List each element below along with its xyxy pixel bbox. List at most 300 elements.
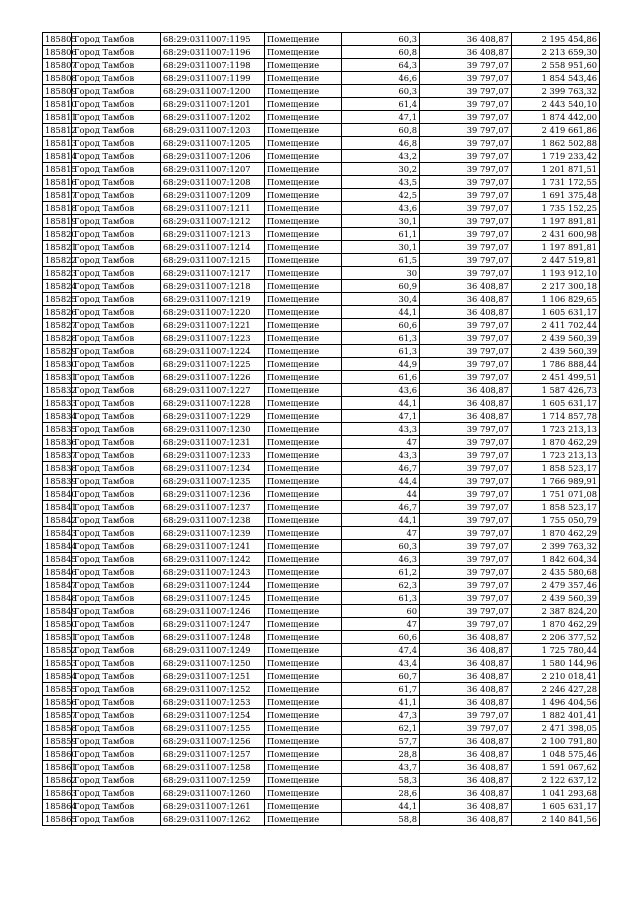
cadastral-value-cell: 1 041 293,68 bbox=[512, 787, 600, 800]
row-number-cell: 185808 bbox=[43, 72, 72, 85]
table-row bbox=[43, 553, 600, 566]
cadastral-value-cell: 1 725 780,44 bbox=[512, 644, 600, 657]
object-type-cell: Помещение bbox=[265, 488, 342, 501]
specific-value-cell: 36 408,87 bbox=[420, 800, 512, 813]
cadastral-value-cell: 2 439 560,39 bbox=[512, 345, 600, 358]
table-row bbox=[43, 423, 600, 436]
locality-cell: Город Тамбов bbox=[72, 111, 161, 124]
cadastral-value-cell: 2 100 791,80 bbox=[512, 735, 600, 748]
specific-value-cell: 36 408,87 bbox=[420, 384, 512, 397]
specific-value-cell: 36 408,87 bbox=[420, 46, 512, 59]
table-row bbox=[43, 592, 600, 605]
row-number-cell: 185860 bbox=[43, 748, 72, 761]
area-cell: 43,7 bbox=[342, 761, 420, 774]
cadastral-number-cell: 68:29:0311007:1200 bbox=[161, 85, 265, 98]
object-type-cell: Помещение bbox=[265, 566, 342, 579]
table-row bbox=[43, 410, 600, 423]
specific-value-cell: 39 797,07 bbox=[420, 462, 512, 475]
table-row bbox=[43, 371, 600, 384]
locality-cell: Город Тамбов bbox=[72, 605, 161, 618]
cadastral-number-cell: 68:29:0311007:1238 bbox=[161, 514, 265, 527]
row-number-cell: 185823 bbox=[43, 267, 72, 280]
table-row bbox=[43, 787, 600, 800]
specific-value-cell: 39 797,07 bbox=[420, 449, 512, 462]
cadastral-number-cell: 68:29:0311007:1228 bbox=[161, 397, 265, 410]
row-number-cell: 185816 bbox=[43, 176, 72, 189]
table-row bbox=[43, 254, 600, 267]
cadastral-value-cell: 2 558 951,60 bbox=[512, 59, 600, 72]
object-type-cell: Помещение bbox=[265, 761, 342, 774]
cadastral-number-cell: 68:29:0311007:1235 bbox=[161, 475, 265, 488]
cadastral-value-cell: 1 735 152,25 bbox=[512, 202, 600, 215]
specific-value-cell: 36 408,87 bbox=[420, 683, 512, 696]
table-body bbox=[43, 33, 600, 826]
cadastral-number-cell: 68:29:0311007:1208 bbox=[161, 176, 265, 189]
cadastral-number-cell: 68:29:0311007:1225 bbox=[161, 358, 265, 371]
table-row bbox=[43, 501, 600, 514]
cadastral-value-cell: 1 858 523,17 bbox=[512, 462, 600, 475]
locality-cell: Город Тамбов bbox=[72, 566, 161, 579]
cadastral-number-cell: 68:29:0311007:1223 bbox=[161, 332, 265, 345]
area-cell: 62,3 bbox=[342, 579, 420, 592]
cadastral-value-cell: 2 471 398,05 bbox=[512, 722, 600, 735]
locality-cell: Город Тамбов bbox=[72, 514, 161, 527]
locality-cell: Город Тамбов bbox=[72, 124, 161, 137]
specific-value-cell: 39 797,07 bbox=[420, 150, 512, 163]
area-cell: 47,1 bbox=[342, 410, 420, 423]
row-number-cell: 185851 bbox=[43, 631, 72, 644]
locality-cell: Город Тамбов bbox=[72, 137, 161, 150]
object-type-cell: Помещение bbox=[265, 800, 342, 813]
locality-cell: Город Тамбов bbox=[72, 553, 161, 566]
cadastral-value-table bbox=[42, 32, 600, 826]
specific-value-cell: 39 797,07 bbox=[420, 137, 512, 150]
cadastral-number-cell: 68:29:0311007:1254 bbox=[161, 709, 265, 722]
cadastral-number-cell: 68:29:0311007:1214 bbox=[161, 241, 265, 254]
cadastral-number-cell: 68:29:0311007:1205 bbox=[161, 137, 265, 150]
row-number-cell: 185855 bbox=[43, 683, 72, 696]
specific-value-cell: 39 797,07 bbox=[420, 215, 512, 228]
row-number-cell: 185859 bbox=[43, 735, 72, 748]
area-cell: 46,3 bbox=[342, 553, 420, 566]
cadastral-number-cell: 68:29:0311007:1218 bbox=[161, 280, 265, 293]
object-type-cell: Помещение bbox=[265, 293, 342, 306]
area-cell: 47,1 bbox=[342, 111, 420, 124]
locality-cell: Город Тамбов bbox=[72, 813, 161, 826]
cadastral-value-cell: 1 605 631,17 bbox=[512, 397, 600, 410]
locality-cell: Город Тамбов bbox=[72, 761, 161, 774]
object-type-cell: Помещение bbox=[265, 397, 342, 410]
cadastral-value-cell: 1 842 604,34 bbox=[512, 553, 600, 566]
row-number-cell: 185839 bbox=[43, 475, 72, 488]
object-type-cell: Помещение bbox=[265, 813, 342, 826]
table-row bbox=[43, 397, 600, 410]
table-row bbox=[43, 774, 600, 787]
row-number-cell: 185834 bbox=[43, 410, 72, 423]
cadastral-value-cell: 2 387 824,20 bbox=[512, 605, 600, 618]
specific-value-cell: 39 797,07 bbox=[420, 228, 512, 241]
locality-cell: Город Тамбов bbox=[72, 215, 161, 228]
cadastral-number-cell: 68:29:0311007:1234 bbox=[161, 462, 265, 475]
row-number-cell: 185856 bbox=[43, 696, 72, 709]
cadastral-number-cell: 68:29:0311007:1256 bbox=[161, 735, 265, 748]
area-cell: 58,3 bbox=[342, 774, 420, 787]
table-row bbox=[43, 436, 600, 449]
specific-value-cell: 39 797,07 bbox=[420, 254, 512, 267]
row-number-cell: 185854 bbox=[43, 670, 72, 683]
table-row bbox=[43, 540, 600, 553]
object-type-cell: Помещение bbox=[265, 449, 342, 462]
object-type-cell: Помещение bbox=[265, 605, 342, 618]
locality-cell: Город Тамбов bbox=[72, 449, 161, 462]
area-cell: 43,2 bbox=[342, 150, 420, 163]
area-cell: 60,9 bbox=[342, 280, 420, 293]
cadastral-number-cell: 68:29:0311007:1239 bbox=[161, 527, 265, 540]
specific-value-cell: 39 797,07 bbox=[420, 163, 512, 176]
row-number-cell: 185836 bbox=[43, 436, 72, 449]
object-type-cell: Помещение bbox=[265, 280, 342, 293]
specific-value-cell: 36 408,87 bbox=[420, 670, 512, 683]
cadastral-value-cell: 2 213 659,30 bbox=[512, 46, 600, 59]
table-row bbox=[43, 241, 600, 254]
specific-value-cell: 39 797,07 bbox=[420, 475, 512, 488]
row-number-cell: 185838 bbox=[43, 462, 72, 475]
locality-cell: Город Тамбов bbox=[72, 33, 161, 46]
specific-value-cell: 39 797,07 bbox=[420, 202, 512, 215]
object-type-cell: Помещение bbox=[265, 202, 342, 215]
table-row bbox=[43, 813, 600, 826]
cadastral-value-cell: 2 122 637,12 bbox=[512, 774, 600, 787]
row-number-cell: 185864 bbox=[43, 800, 72, 813]
specific-value-cell: 36 408,87 bbox=[420, 397, 512, 410]
area-cell: 46,7 bbox=[342, 501, 420, 514]
table-row bbox=[43, 332, 600, 345]
locality-cell: Город Тамбов bbox=[72, 722, 161, 735]
table-row bbox=[43, 319, 600, 332]
locality-cell: Город Тамбов bbox=[72, 670, 161, 683]
cadastral-value-cell: 2 210 018,41 bbox=[512, 670, 600, 683]
specific-value-cell: 39 797,07 bbox=[420, 501, 512, 514]
specific-value-cell: 39 797,07 bbox=[420, 241, 512, 254]
specific-value-cell: 36 408,87 bbox=[420, 631, 512, 644]
cadastral-value-cell: 1 854 543,46 bbox=[512, 72, 600, 85]
locality-cell: Город Тамбов bbox=[72, 488, 161, 501]
table-row bbox=[43, 176, 600, 189]
cadastral-number-cell: 68:29:0311007:1207 bbox=[161, 163, 265, 176]
table-row bbox=[43, 345, 600, 358]
cadastral-value-cell: 1 605 631,17 bbox=[512, 306, 600, 319]
object-type-cell: Помещение bbox=[265, 306, 342, 319]
object-type-cell: Помещение bbox=[265, 735, 342, 748]
cadastral-value-cell: 1 201 871,51 bbox=[512, 163, 600, 176]
object-type-cell: Помещение bbox=[265, 644, 342, 657]
cadastral-value-cell: 1 496 404,56 bbox=[512, 696, 600, 709]
table-row bbox=[43, 384, 600, 397]
cadastral-number-cell: 68:29:0311007:1244 bbox=[161, 579, 265, 592]
cadastral-number-cell: 68:29:0311007:1196 bbox=[161, 46, 265, 59]
object-type-cell: Помещение bbox=[265, 189, 342, 202]
object-type-cell: Помещение bbox=[265, 683, 342, 696]
locality-cell: Город Тамбов bbox=[72, 475, 161, 488]
cadastral-value-cell: 1 193 912,10 bbox=[512, 267, 600, 280]
cadastral-number-cell: 68:29:0311007:1215 bbox=[161, 254, 265, 267]
area-cell: 61,3 bbox=[342, 592, 420, 605]
specific-value-cell: 36 408,87 bbox=[420, 761, 512, 774]
object-type-cell: Помещение bbox=[265, 475, 342, 488]
row-number-cell: 185844 bbox=[43, 540, 72, 553]
cadastral-number-cell: 68:29:0311007:1251 bbox=[161, 670, 265, 683]
cadastral-value-cell: 2 439 560,39 bbox=[512, 332, 600, 345]
area-cell: 61,5 bbox=[342, 254, 420, 267]
cadastral-number-cell: 68:29:0311007:1249 bbox=[161, 644, 265, 657]
area-cell: 44,1 bbox=[342, 800, 420, 813]
cadastral-value-cell: 2 439 560,39 bbox=[512, 592, 600, 605]
table-row bbox=[43, 644, 600, 657]
table-row bbox=[43, 306, 600, 319]
row-number-cell: 185824 bbox=[43, 280, 72, 293]
object-type-cell: Помещение bbox=[265, 436, 342, 449]
cadastral-value-cell: 1 755 050,79 bbox=[512, 514, 600, 527]
object-type-cell: Помещение bbox=[265, 33, 342, 46]
cadastral-number-cell: 68:29:0311007:1259 bbox=[161, 774, 265, 787]
cadastral-value-cell: 1 723 213,13 bbox=[512, 423, 600, 436]
specific-value-cell: 39 797,07 bbox=[420, 371, 512, 384]
area-cell: 47 bbox=[342, 527, 420, 540]
table-row bbox=[43, 72, 600, 85]
cadastral-number-cell: 68:29:0311007:1241 bbox=[161, 540, 265, 553]
object-type-cell: Помещение bbox=[265, 579, 342, 592]
table-row bbox=[43, 293, 600, 306]
cadastral-number-cell: 68:29:0311007:1252 bbox=[161, 683, 265, 696]
area-cell: 61,7 bbox=[342, 683, 420, 696]
area-cell: 61,3 bbox=[342, 332, 420, 345]
locality-cell: Город Тамбов bbox=[72, 527, 161, 540]
cadastral-number-cell: 68:29:0311007:1221 bbox=[161, 319, 265, 332]
object-type-cell: Помещение bbox=[265, 371, 342, 384]
cadastral-number-cell: 68:29:0311007:1255 bbox=[161, 722, 265, 735]
cadastral-number-cell: 68:29:0311007:1260 bbox=[161, 787, 265, 800]
cadastral-value-cell: 1 751 071,08 bbox=[512, 488, 600, 501]
locality-cell: Город Тамбов bbox=[72, 280, 161, 293]
cadastral-number-cell: 68:29:0311007:1227 bbox=[161, 384, 265, 397]
row-number-cell: 185814 bbox=[43, 150, 72, 163]
cadastral-value-cell: 1 723 213,13 bbox=[512, 449, 600, 462]
locality-cell: Город Тамбов bbox=[72, 267, 161, 280]
cadastral-number-cell: 68:29:0311007:1202 bbox=[161, 111, 265, 124]
object-type-cell: Помещение bbox=[265, 553, 342, 566]
specific-value-cell: 39 797,07 bbox=[420, 85, 512, 98]
area-cell: 28,8 bbox=[342, 748, 420, 761]
table-row bbox=[43, 137, 600, 150]
specific-value-cell: 39 797,07 bbox=[420, 267, 512, 280]
specific-value-cell: 39 797,07 bbox=[420, 319, 512, 332]
cadastral-value-cell: 2 451 499,51 bbox=[512, 371, 600, 384]
locality-cell: Город Тамбов bbox=[72, 345, 161, 358]
specific-value-cell: 39 797,07 bbox=[420, 124, 512, 137]
cadastral-number-cell: 68:29:0311007:1212 bbox=[161, 215, 265, 228]
row-number-cell: 185828 bbox=[43, 332, 72, 345]
row-number-cell: 185827 bbox=[43, 319, 72, 332]
table-row bbox=[43, 527, 600, 540]
cadastral-number-cell: 68:29:0311007:1209 bbox=[161, 189, 265, 202]
cadastral-value-cell: 2 206 377,52 bbox=[512, 631, 600, 644]
locality-cell: Город Тамбов bbox=[72, 150, 161, 163]
row-number-cell: 185857 bbox=[43, 709, 72, 722]
area-cell: 61,3 bbox=[342, 345, 420, 358]
cadastral-value-cell: 1 858 523,17 bbox=[512, 501, 600, 514]
row-number-cell: 185818 bbox=[43, 202, 72, 215]
cadastral-number-cell: 68:29:0311007:1237 bbox=[161, 501, 265, 514]
table-row bbox=[43, 449, 600, 462]
locality-cell: Город Тамбов bbox=[72, 59, 161, 72]
locality-cell: Город Тамбов bbox=[72, 306, 161, 319]
specific-value-cell: 39 797,07 bbox=[420, 488, 512, 501]
row-number-cell: 185822 bbox=[43, 254, 72, 267]
row-number-cell: 185852 bbox=[43, 644, 72, 657]
table-row bbox=[43, 215, 600, 228]
cadastral-value-cell: 1 048 575,46 bbox=[512, 748, 600, 761]
object-type-cell: Помещение bbox=[265, 176, 342, 189]
table-row bbox=[43, 267, 600, 280]
specific-value-cell: 39 797,07 bbox=[420, 345, 512, 358]
cadastral-value-cell: 2 479 357,46 bbox=[512, 579, 600, 592]
row-number-cell: 185832 bbox=[43, 384, 72, 397]
locality-cell: Город Тамбов bbox=[72, 254, 161, 267]
object-type-cell: Помещение bbox=[265, 137, 342, 150]
row-number-cell: 185805 bbox=[43, 33, 72, 46]
locality-cell: Город Тамбов bbox=[72, 774, 161, 787]
row-number-cell: 185811 bbox=[43, 111, 72, 124]
locality-cell: Город Тамбов bbox=[72, 800, 161, 813]
cadastral-value-cell: 1 862 502,88 bbox=[512, 137, 600, 150]
locality-cell: Город Тамбов bbox=[72, 436, 161, 449]
cadastral-value-cell: 1 714 857,78 bbox=[512, 410, 600, 423]
locality-cell: Город Тамбов bbox=[72, 293, 161, 306]
cadastral-number-cell: 68:29:0311007:1219 bbox=[161, 293, 265, 306]
table-row bbox=[43, 579, 600, 592]
specific-value-cell: 36 408,87 bbox=[420, 280, 512, 293]
area-cell: 62,1 bbox=[342, 722, 420, 735]
cadastral-value-cell: 1 106 829,65 bbox=[512, 293, 600, 306]
object-type-cell: Помещение bbox=[265, 618, 342, 631]
cadastral-number-cell: 68:29:0311007:1211 bbox=[161, 202, 265, 215]
cadastral-value-cell: 2 443 540,10 bbox=[512, 98, 600, 111]
row-number-cell: 185833 bbox=[43, 397, 72, 410]
object-type-cell: Помещение bbox=[265, 358, 342, 371]
specific-value-cell: 36 408,87 bbox=[420, 306, 512, 319]
object-type-cell: Помещение bbox=[265, 410, 342, 423]
row-number-cell: 185831 bbox=[43, 371, 72, 384]
row-number-cell: 185819 bbox=[43, 215, 72, 228]
cadastral-value-cell: 1 691 375,48 bbox=[512, 189, 600, 202]
table-row bbox=[43, 605, 600, 618]
specific-value-cell: 39 797,07 bbox=[420, 579, 512, 592]
row-number-cell: 185840 bbox=[43, 488, 72, 501]
cadastral-value-cell: 1 591 067,62 bbox=[512, 761, 600, 774]
specific-value-cell: 39 797,07 bbox=[420, 436, 512, 449]
row-number-cell: 185820 bbox=[43, 228, 72, 241]
cadastral-number-cell: 68:29:0311007:1248 bbox=[161, 631, 265, 644]
specific-value-cell: 36 408,87 bbox=[420, 813, 512, 826]
cadastral-number-cell: 68:29:0311007:1245 bbox=[161, 592, 265, 605]
specific-value-cell: 39 797,07 bbox=[420, 566, 512, 579]
object-type-cell: Помещение bbox=[265, 462, 342, 475]
table-row bbox=[43, 683, 600, 696]
table-row bbox=[43, 722, 600, 735]
locality-cell: Город Тамбов bbox=[72, 748, 161, 761]
row-number-cell: 185841 bbox=[43, 501, 72, 514]
area-cell: 61,6 bbox=[342, 371, 420, 384]
area-cell: 60,8 bbox=[342, 46, 420, 59]
specific-value-cell: 39 797,07 bbox=[420, 72, 512, 85]
area-cell: 44,1 bbox=[342, 306, 420, 319]
table-row bbox=[43, 761, 600, 774]
table-row bbox=[43, 59, 600, 72]
row-number-cell: 185810 bbox=[43, 98, 72, 111]
object-type-cell: Помещение bbox=[265, 59, 342, 72]
area-cell: 46,7 bbox=[342, 462, 420, 475]
cadastral-value-cell: 2 399 763,32 bbox=[512, 85, 600, 98]
area-cell: 41,1 bbox=[342, 696, 420, 709]
row-number-cell: 185858 bbox=[43, 722, 72, 735]
row-number-cell: 185862 bbox=[43, 774, 72, 787]
table-row bbox=[43, 631, 600, 644]
cadastral-value-cell: 1 197 891,81 bbox=[512, 241, 600, 254]
cadastral-number-cell: 68:29:0311007:1243 bbox=[161, 566, 265, 579]
area-cell: 60,8 bbox=[342, 124, 420, 137]
area-cell: 44,1 bbox=[342, 397, 420, 410]
table-row bbox=[43, 657, 600, 670]
table-row bbox=[43, 202, 600, 215]
row-number-cell: 185863 bbox=[43, 787, 72, 800]
cadastral-number-cell: 68:29:0311007:1229 bbox=[161, 410, 265, 423]
locality-cell: Город Тамбов bbox=[72, 501, 161, 514]
locality-cell: Город Тамбов bbox=[72, 423, 161, 436]
locality-cell: Город Тамбов bbox=[72, 696, 161, 709]
locality-cell: Город Тамбов bbox=[72, 384, 161, 397]
area-cell: 60,6 bbox=[342, 631, 420, 644]
cadastral-number-cell: 68:29:0311007:1231 bbox=[161, 436, 265, 449]
specific-value-cell: 39 797,07 bbox=[420, 553, 512, 566]
row-number-cell: 185835 bbox=[43, 423, 72, 436]
locality-cell: Город Тамбов bbox=[72, 85, 161, 98]
object-type-cell: Помещение bbox=[265, 748, 342, 761]
specific-value-cell: 36 408,87 bbox=[420, 657, 512, 670]
table-row bbox=[43, 33, 600, 46]
locality-cell: Город Тамбов bbox=[72, 631, 161, 644]
locality-cell: Город Тамбов bbox=[72, 72, 161, 85]
specific-value-cell: 36 408,87 bbox=[420, 410, 512, 423]
table-row bbox=[43, 475, 600, 488]
cadastral-number-cell: 68:29:0311007:1262 bbox=[161, 813, 265, 826]
area-cell: 43,4 bbox=[342, 657, 420, 670]
row-number-cell: 185812 bbox=[43, 124, 72, 137]
object-type-cell: Помещение bbox=[265, 72, 342, 85]
table-row bbox=[43, 85, 600, 98]
cadastral-number-cell: 68:29:0311007:1203 bbox=[161, 124, 265, 137]
cadastral-number-cell: 68:29:0311007:1246 bbox=[161, 605, 265, 618]
cadastral-value-cell: 1 580 144,96 bbox=[512, 657, 600, 670]
area-cell: 47,3 bbox=[342, 709, 420, 722]
area-cell: 44 bbox=[342, 488, 420, 501]
cadastral-number-cell: 68:29:0311007:1213 bbox=[161, 228, 265, 241]
specific-value-cell: 36 408,87 bbox=[420, 787, 512, 800]
area-cell: 60,6 bbox=[342, 319, 420, 332]
table-row bbox=[43, 514, 600, 527]
row-number-cell: 185850 bbox=[43, 618, 72, 631]
locality-cell: Город Тамбов bbox=[72, 462, 161, 475]
area-cell: 60 bbox=[342, 605, 420, 618]
